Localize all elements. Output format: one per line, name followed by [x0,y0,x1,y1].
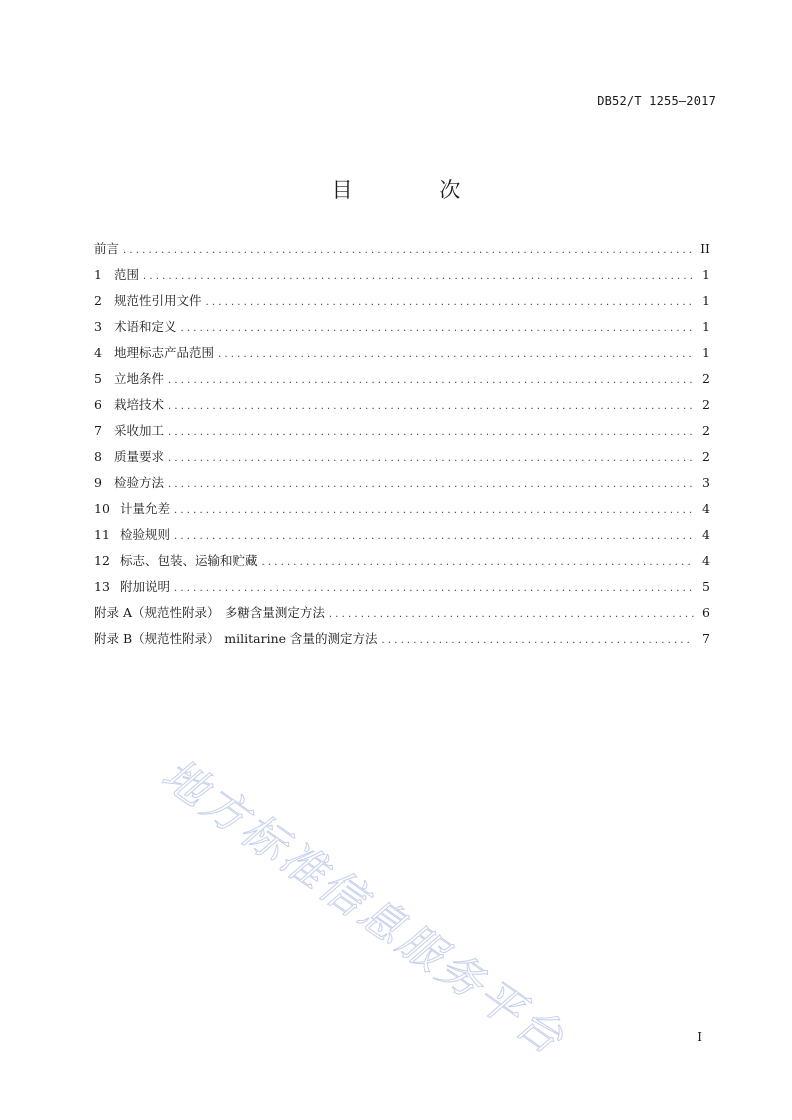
toc-entry-5[interactable] [94,366,710,392]
toc-entry-13[interactable] [94,574,710,600]
toc-dot-leader [168,470,694,496]
toc-dot-leader [382,626,695,652]
toc-entry-7[interactable] [94,418,710,444]
toc-entry-page: 2 [702,423,710,438]
toc-entry-9[interactable] [94,470,710,496]
toc-entry-number: 10 [94,501,110,516]
toc-entry-label: 标志、包装、运输和贮藏 [120,553,258,568]
document-code: DB52/T 1255—2017 [597,94,716,108]
toc-dot-leader [206,288,694,314]
toc-entry-2[interactable] [94,288,710,314]
toc-entry-appendix-a[interactable] [94,600,710,626]
toc-entry-page: 2 [702,371,710,386]
toc-entry-6[interactable] [94,392,710,418]
toc-entry-label: 多糖含量测定方法 [224,605,325,620]
toc-entry-12[interactable] [94,548,710,574]
toc-entry-label: 附加说明 [120,579,171,594]
toc-entry-label: 前言 [94,241,120,256]
toc-dot-leader [123,236,694,262]
toc-entry-page: 1 [702,345,710,360]
toc-entry-8[interactable] [94,444,710,470]
toc-entry-label: 术语和定义 [114,319,177,334]
toc-dot-leader [329,600,694,626]
toc-entry-page: 4 [702,527,710,542]
toc-entry-label: 栽培技术 [114,397,165,412]
toc-entry-label: militarine 含量的测定方法 [224,631,378,646]
toc-dot-leader [168,418,694,444]
toc-entry-10[interactable] [94,496,710,522]
toc-entry-3[interactable] [94,314,710,340]
toc-entry-4[interactable] [94,340,710,366]
watermark: 地方标准信息服务平台 [152,749,575,1067]
toc-entry-number: 13 [94,579,110,594]
toc-entry-page: 7 [702,631,710,646]
toc-entry-number: 1 [94,267,102,282]
toc-dot-leader [168,366,694,392]
toc-entry-number: 5 [94,371,102,386]
toc-entry-label: 计量允差 [120,501,171,516]
toc-dot-leader [174,496,694,522]
toc-entry-label: 检验方法 [114,475,165,490]
toc-entry-1[interactable] [94,262,710,288]
toc-appendix-prefix: 附录 A（规范性附录） [94,605,220,620]
toc-entry-label: 检验规则 [120,527,171,542]
toc-dot-leader [262,548,694,574]
toc-entry-number: 9 [94,475,102,490]
toc-entry-page: 6 [702,605,710,620]
toc-entry-page: 1 [702,293,710,308]
toc-entry-page: 1 [702,267,710,282]
toc-appendix-prefix: 附录 B（规范性附录） [94,631,220,646]
toc-entry-foreword[interactable] [94,236,710,262]
toc-entry-label: 范围 [114,267,140,282]
page-number: I [697,1030,702,1044]
toc-entry-label: 质量要求 [114,449,165,464]
toc-dot-leader [143,262,694,288]
toc-dot-leader [218,340,694,366]
toc-entry-page: 3 [702,475,710,490]
toc-entry-number: 6 [94,397,102,412]
toc-dot-leader [174,522,694,548]
toc-dot-leader [168,392,694,418]
toc-entry-label: 地理标志产品范围 [114,345,215,360]
toc-entry-number: 11 [94,527,110,542]
page-title: 目 次 [331,178,501,202]
toc-entry-page: 4 [702,553,710,568]
toc-entry-appendix-b[interactable] [94,626,710,652]
toc-entry-label: 规范性引用文件 [114,293,202,308]
toc-entry-number: 8 [94,449,102,464]
toc-entry-page: 5 [702,579,710,594]
toc-entry-page: II [700,241,710,256]
toc-entry-number: 7 [94,423,102,438]
toc-entry-label: 立地条件 [114,371,165,386]
toc-entry-page: 2 [702,449,710,464]
toc-entry-page: 1 [702,319,710,334]
toc-dot-leader [181,314,694,340]
toc-entry-number: 3 [94,319,102,334]
toc-entry-number: 2 [94,293,102,308]
toc-entry-number: 12 [94,553,110,568]
toc-entry-page: 4 [702,501,710,516]
toc-dot-leader [168,444,694,470]
toc-entry-page: 2 [702,397,710,412]
toc-dot-leader [174,574,694,600]
toc-entry-label: 采收加工 [114,423,165,438]
table-of-contents [94,236,710,652]
toc-entry-11[interactable] [94,522,710,548]
toc-entry-number: 4 [94,345,102,360]
